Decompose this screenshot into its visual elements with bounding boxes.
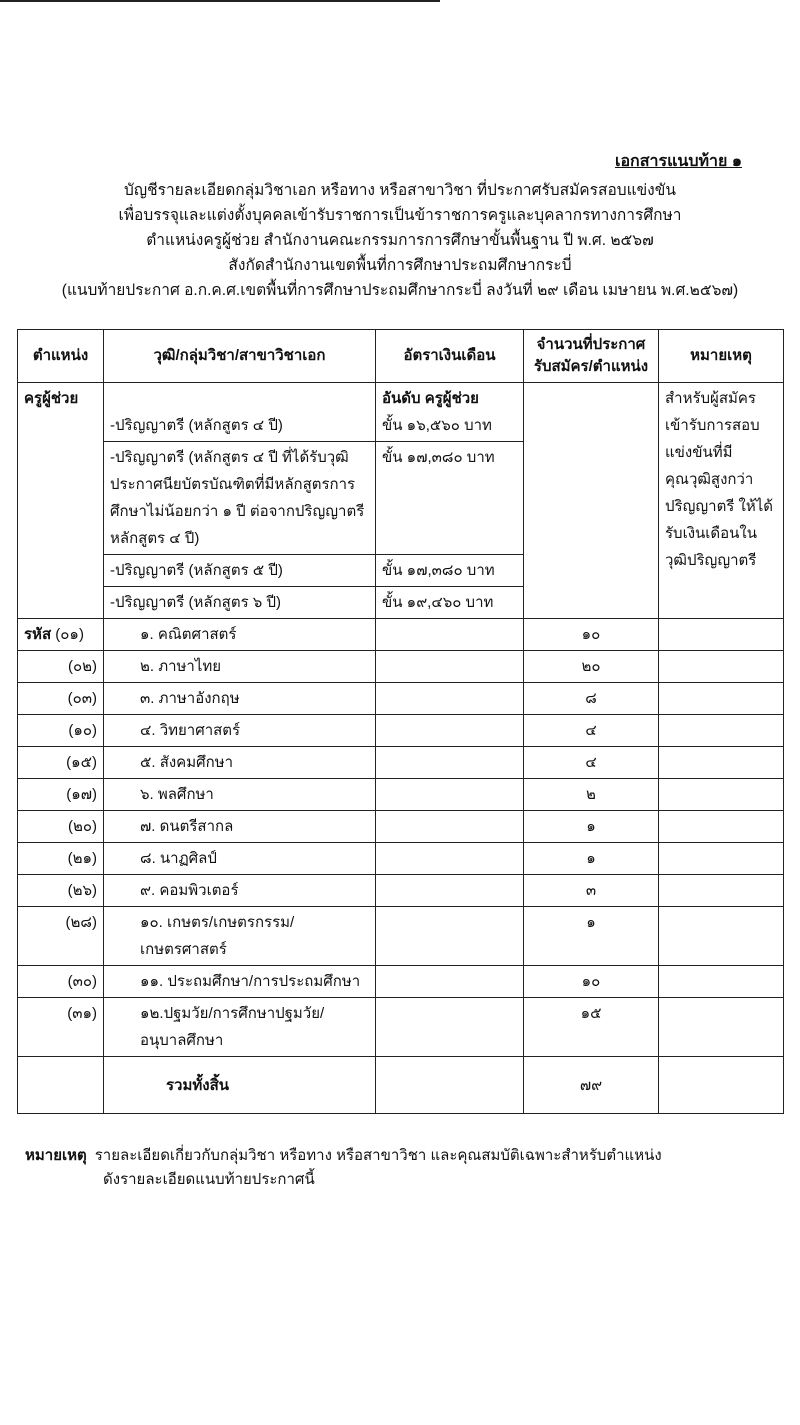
salary-cell <box>376 907 524 966</box>
salary-cell <box>376 1057 524 1114</box>
salary-cell <box>376 843 524 875</box>
code-value: (๒๘) <box>65 914 97 931</box>
salary-cell <box>376 779 524 811</box>
subject-code <box>18 683 104 715</box>
salary-cell: ขั้น ๑๙,๔๖๐ บาท <box>376 587 524 619</box>
heading-line: ตำแหน่งครูผู้ช่วย สำนักงานคณะกรรมการการศึกษาขั้นพื้นฐาน ปี พ.ศ. ๒๕๖๗ <box>146 232 654 249</box>
subject-name: ๑๑. ประถมศึกษา/การประถมศึกษา <box>104 966 376 998</box>
header-remark: หมายเหตุ <box>659 330 784 383</box>
salary-rank: อันดับ ครูผู้ช่วย <box>382 390 479 407</box>
salary-cell <box>376 683 524 715</box>
remark-cell <box>659 747 784 779</box>
subject-row <box>18 966 784 998</box>
subject-count: ๑๐ <box>524 619 659 651</box>
footnote-text: รายละเอียดเกี่ยวกับกลุ่มวิชา หรือทาง หรือสาขาวิชา และคุณสมบัติเฉพาะสำหรับตำแหน่ง <box>94 1147 662 1164</box>
subject-row <box>18 683 784 715</box>
remark-cell <box>659 779 784 811</box>
subject-code <box>18 907 104 966</box>
position-cell: ครูผู้ช่วย <box>18 383 104 619</box>
total-row <box>18 1057 784 1114</box>
salary-cell <box>376 811 524 843</box>
subject-code <box>18 998 104 1057</box>
heading-line: (แนบท้ายประกาศ อ.ก.ค.ศ.เขตพื้นที่การศึกษาประถมศึกษากระบี่ ลงวันที่ ๒๙ เดือน เมษายน พ.ศ.๒๕๖๗) <box>61 282 739 299</box>
annex-title: เอกสารแนบท้าย ๑ <box>614 153 742 170</box>
subject-code <box>18 843 104 875</box>
salary-cell <box>376 966 524 998</box>
top-rule <box>0 0 440 2</box>
remark-cell <box>659 907 784 966</box>
subject-row <box>18 619 784 651</box>
remark-cell <box>659 843 784 875</box>
salary-cell: ขั้น ๑๗,๓๘๐ บาท <box>376 555 524 587</box>
subject-count: ๒ <box>524 779 659 811</box>
heading-line: เพื่อบรรจุและแต่งตั้งบุคคลเข้ารับราชการเป็นข้าราชการครูและบุคลากรทางการศึกษา <box>118 207 682 224</box>
header-salary: อัตราเงินเดือน <box>376 330 524 383</box>
subject-row <box>18 779 784 811</box>
code-value: (๒๑) <box>67 850 97 867</box>
subject-name: ๒. ภาษาไทย <box>104 651 376 683</box>
degree-label: -ปริญญาตรี (หลักสูตร ๖ ปี) <box>104 587 376 619</box>
subject-row <box>18 715 784 747</box>
degree-label: -ปริญญาตรี (หลักสูตร ๔ ปี ที่ได้รับวุฒิประกาศนียบัตรบัณฑิตที่มีหลักสูตรการศึกษาไม่น้อยกว่า ๑ ปี ต่อจากปริญญาตรีหลักสูตร ๔ ปี) <box>104 442 376 555</box>
subject-code <box>18 747 104 779</box>
subject-name: ๑๒.ปฐมวัย/การศึกษาปฐมวัย/ อนุบาลศึกษา <box>104 998 376 1057</box>
subject-code <box>18 715 104 747</box>
document-heading <box>10 178 790 303</box>
footnote <box>25 1144 800 1232</box>
positions-table <box>17 329 784 1114</box>
salary-cell <box>376 651 524 683</box>
remark-cell <box>659 966 784 998</box>
subject-code <box>18 619 104 651</box>
remark-cell <box>659 619 784 651</box>
remark-cell <box>659 651 784 683</box>
salary-cell <box>376 715 524 747</box>
degree-label: -ปริญญาตรี (หลักสูตร ๕ ปี) <box>104 555 376 587</box>
salary-cell <box>376 998 524 1057</box>
code-label: รหัส <box>24 626 52 643</box>
table-header-row <box>18 330 784 383</box>
subject-count: ๑ <box>524 907 659 966</box>
code-value: (๑๗) <box>66 786 97 803</box>
degree-row <box>18 383 784 442</box>
header-qualification: วุฒิ/กลุ่มวิชา/สาขาวิชาเอก <box>104 330 376 383</box>
header-position: ตำแหน่ง <box>18 330 104 383</box>
subject-name: ๑๐. เกษตร/เกษตรกรรม/ เกษตรศาสตร์ <box>104 907 376 966</box>
code-value: (๑๐) <box>68 722 97 739</box>
salary-cell <box>376 747 524 779</box>
subject-name: ๑. คณิตศาสตร์ <box>104 619 376 651</box>
subject-row <box>18 811 784 843</box>
remark-cell <box>659 998 784 1057</box>
subject-count: ๑ <box>524 843 659 875</box>
subject-name: ๗. ดนตรีสากล <box>104 811 376 843</box>
code-value: (๐๒) <box>67 658 97 675</box>
degree-label: -ปริญญาตรี (หลักสูตร ๔ ปี) <box>104 383 376 442</box>
subject-count: ๘ <box>524 683 659 715</box>
subject-name: ๓. ภาษาอังกฤษ <box>104 683 376 715</box>
footnote-label: หมายเหตุ <box>25 1147 87 1164</box>
code-value: (๐๑) <box>55 626 84 643</box>
remark-cell <box>659 875 784 907</box>
code-value: (๒๖) <box>67 882 97 899</box>
remark-cell <box>659 715 784 747</box>
subject-count: ๑๐ <box>524 966 659 998</box>
subject-code <box>18 651 104 683</box>
remark-cell <box>659 683 784 715</box>
code-value: (๒๐) <box>67 818 97 835</box>
remark-cell <box>659 1057 784 1114</box>
subject-row <box>18 907 784 966</box>
code-value: (๑๕) <box>66 754 97 771</box>
footnote-text: ดังรายละเอียดแนบท้ายประกาศนี้ <box>103 1171 315 1188</box>
code-value: (๓๑) <box>67 1005 97 1022</box>
subject-count: ๔ <box>524 715 659 747</box>
remark-cell <box>659 811 784 843</box>
code-value: (๐๓) <box>67 690 97 707</box>
subject-count: ๑ <box>524 811 659 843</box>
heading-line: บัญชีรายละเอียดกลุ่มวิชาเอก หรือทาง หรือสาขาวิชา ที่ประกาศรับสมัครสอบแข่งขัน <box>124 182 676 199</box>
remark-cell: สำหรับผู้สมัครเข้ารับการสอบแข่งขันที่มีคุณวุฒิสูงกว่าปริญญาตรี ให้ได้รับเงินเดือนในวุฒิปริญญาตรี <box>659 383 784 619</box>
count-cell <box>524 383 659 619</box>
subject-count: ๓ <box>524 875 659 907</box>
subject-count: ๒๐ <box>524 651 659 683</box>
subject-count: ๔ <box>524 747 659 779</box>
subject-name: ๖. พลศึกษา <box>104 779 376 811</box>
subject-row <box>18 651 784 683</box>
heading-line: สังกัดสำนักงานเขตพื้นที่การศึกษาประถมศึกษากระบี่ <box>228 257 572 274</box>
salary-cell: อันดับ ครูผู้ช่วย ขั้น ๑๖,๕๖๐ บาท <box>376 383 524 442</box>
subject-row <box>18 998 784 1057</box>
code-value: (๓๐) <box>67 973 97 990</box>
subject-name: ๙. คอมพิวเตอร์ <box>104 875 376 907</box>
subject-code <box>18 779 104 811</box>
salary-cell: ขั้น ๑๗,๓๘๐ บาท <box>376 442 524 555</box>
total-empty <box>18 1057 104 1114</box>
subject-code <box>18 875 104 907</box>
subject-name: ๕. สังคมศึกษา <box>104 747 376 779</box>
subject-code <box>18 811 104 843</box>
subject-row <box>18 747 784 779</box>
header-count: จำนวนที่ประกาศรับสมัคร/ตำแหน่ง <box>524 330 659 383</box>
subject-row <box>18 875 784 907</box>
subject-count: ๑๕ <box>524 998 659 1057</box>
subject-name: ๔. วิทยาศาสตร์ <box>104 715 376 747</box>
salary-cell <box>376 875 524 907</box>
subject-row <box>18 843 784 875</box>
salary-cell <box>376 619 524 651</box>
total-label: รวมทั้งสิ้น <box>104 1057 376 1114</box>
subject-name: ๘. นาฏศิลป์ <box>104 843 376 875</box>
total-count: ๗๙ <box>524 1057 659 1114</box>
subject-code <box>18 966 104 998</box>
